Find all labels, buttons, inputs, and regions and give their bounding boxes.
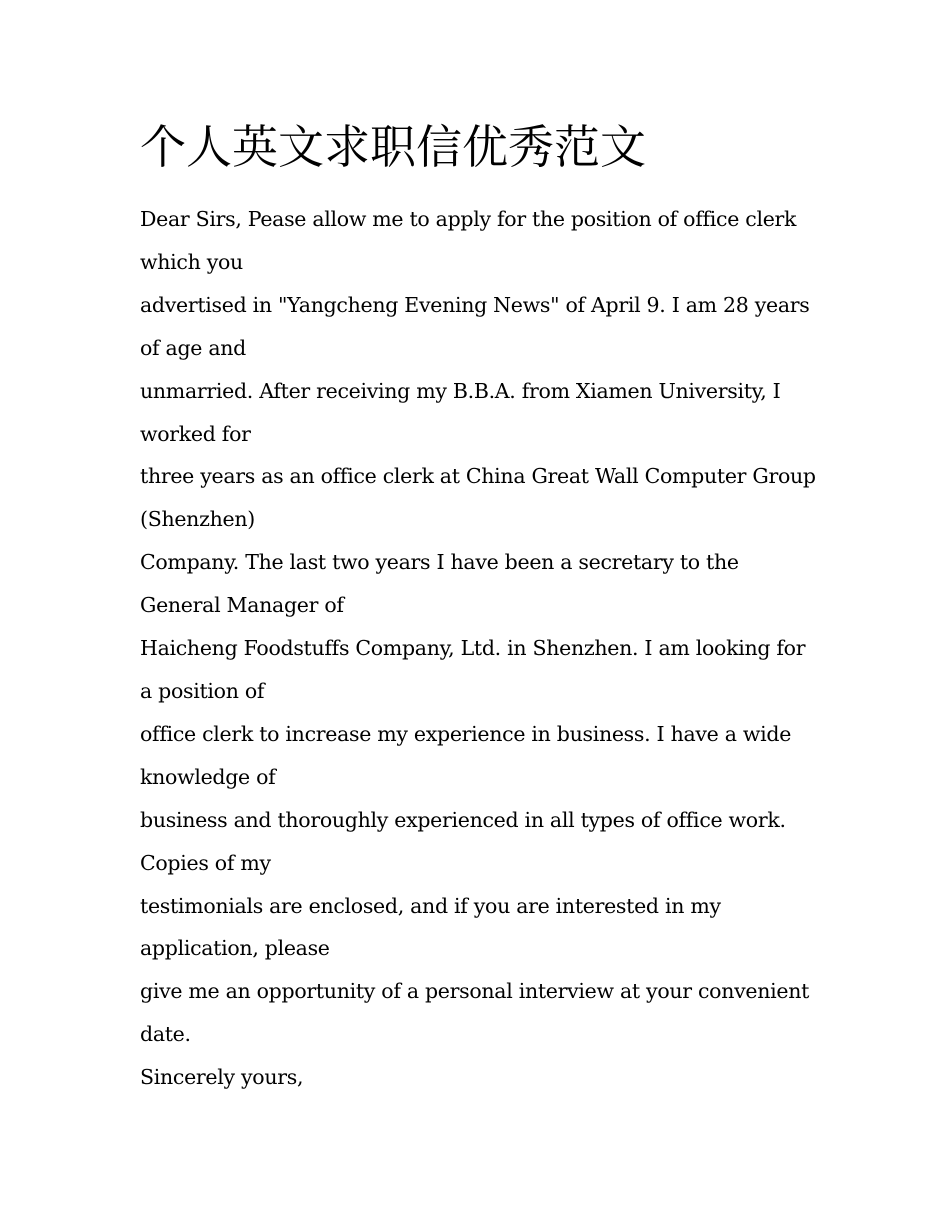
text-line: Haicheng Foodstuffs Company, Ltd. in Shenzhen. I am looking for <box>140 636 806 661</box>
text-line: a position of <box>140 678 265 703</box>
text-line: Dear Sirs, Pease allow me to apply for the position of office clerk <box>140 207 797 231</box>
text-line: testimonials are enclosed, and if you are interested in my <box>140 893 721 918</box>
text-line: three years as an office clerk at China Great Wall Computer Group <box>140 464 816 489</box>
text-line: Company. The last two years I have been a secretary to the <box>140 550 739 575</box>
text-line: advertised in "Yangcheng Evening News" of April 9. I am 28 years <box>140 292 810 317</box>
text-line: Copies of my <box>140 850 271 875</box>
text-line: (Shenzhen) <box>140 507 255 532</box>
letter-body <box>140 198 840 1099</box>
text-line: which you <box>140 249 243 274</box>
closing-line: Sincerely yours, <box>140 1065 304 1090</box>
text-line: date. <box>140 1022 191 1047</box>
text-line: application, please <box>140 936 330 961</box>
text-line: give me an opportunity of a personal interview at your convenient <box>140 979 810 1004</box>
text-line: worked for <box>140 421 251 446</box>
text-line: office clerk to increase my experience in business. I have a wide <box>140 721 792 746</box>
text-line: of age and <box>140 335 246 360</box>
text-line: knowledge of <box>140 764 276 789</box>
text-line: unmarried. After receiving my B.B.A. from Xiamen University, I <box>140 378 781 403</box>
text-line: business and thoroughly experienced in all types of office work. <box>140 807 786 832</box>
text-line: General Manager of <box>140 593 344 618</box>
document-title: 个人英文求职信优秀范文 <box>140 120 646 174</box>
